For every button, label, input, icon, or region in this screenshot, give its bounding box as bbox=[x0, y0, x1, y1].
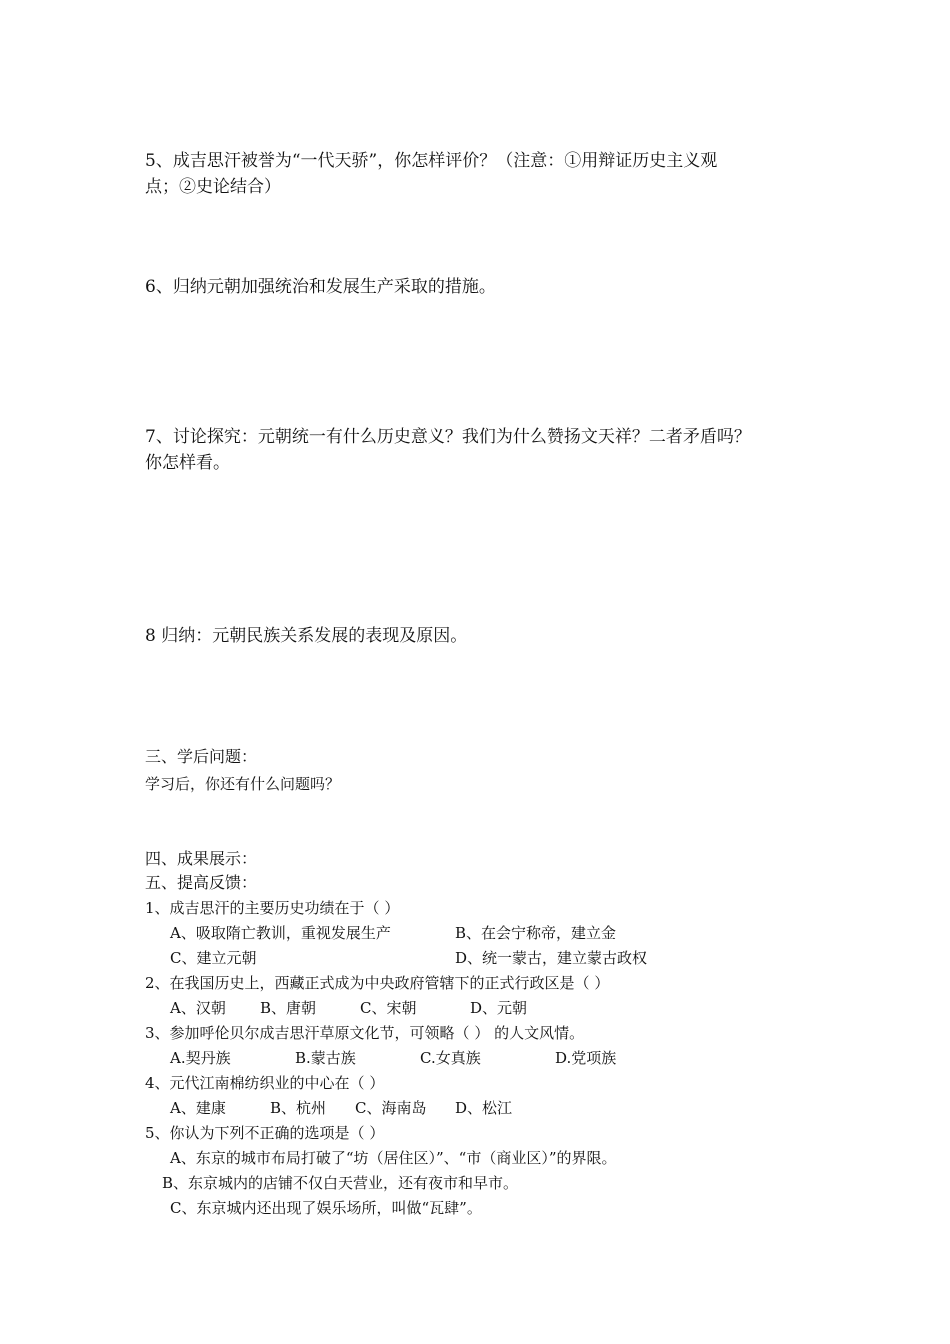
mc-question-2-option-b: B、唐朝 bbox=[260, 999, 317, 1017]
mc-question-1-option-c: C、建立元朝 bbox=[170, 949, 257, 967]
question-6: 6、归纳元朝加强统治和发展生产采取的措施。 bbox=[145, 277, 496, 297]
mc-question-2-option-c: C、宋朝 bbox=[360, 999, 417, 1017]
mc-question-3-option-d: D.党项族 bbox=[555, 1049, 617, 1067]
mc-question-1-option-d: D、统一蒙古，建立蒙古政权 bbox=[455, 949, 648, 967]
section-3-title: 三、学后问题： bbox=[145, 747, 258, 766]
mc-question-4-option-b: B、杭州 bbox=[270, 1099, 327, 1117]
section-5-title: 五、提高反馈： bbox=[145, 873, 258, 892]
mc-question-4-option-c: C、海南岛 bbox=[355, 1099, 427, 1117]
mc-question-5-option-b: B、东京城内的店铺不仅白天营业，还有夜市和早市。 bbox=[162, 1174, 519, 1192]
mc-question-4-option-a: A、建康 bbox=[170, 1099, 226, 1117]
mc-question-1-stem: 1、成吉思汗的主要历史功绩在于（ ） bbox=[145, 899, 400, 917]
section-4-title: 四、成果展示： bbox=[145, 849, 258, 868]
mc-question-2-stem: 2、在我国历史上，西藏正式成为中央政府管辖下的正式行政区是（ ） bbox=[145, 974, 610, 992]
mc-question-2-option-a: A、汉朝 bbox=[170, 999, 226, 1017]
mc-question-3-option-c: C.女真族 bbox=[420, 1049, 481, 1067]
section-3-prompt: 学习后，你还有什么问题吗？ bbox=[145, 775, 341, 793]
question-5-line-1: 5、成吉思汗被誉为“一代天骄”，你怎样评价？（注意：①用辩证历史主义观 bbox=[145, 151, 718, 171]
question-5-line-2: 点；②史论结合） bbox=[145, 177, 281, 197]
mc-question-5-stem: 5、你认为下列不正确的选项是（ ） bbox=[145, 1124, 385, 1142]
mc-question-4-stem: 4、元代江南棉纺织业的中心在（ ） bbox=[145, 1074, 385, 1092]
question-7-line-1: 7、讨论探究：元朝统一有什么历史意义？我们为什么赞扬文天祥？二者矛盾吗？ bbox=[145, 427, 751, 447]
question-8: 8 归纳：元朝民族关系发展的表现及原因。 bbox=[145, 626, 468, 646]
mc-question-3-option-b: B.蒙古族 bbox=[295, 1049, 356, 1067]
mc-question-5-option-c: C、东京城内还出现了娱乐场所，叫做“瓦肆”。 bbox=[170, 1199, 482, 1217]
mc-question-3-stem: 3、参加呼伦贝尔成吉思汗草原文化节，可领略（ ） 的人文风情。 bbox=[145, 1024, 585, 1042]
mc-question-1-option-a: A、吸取隋亡教训，重视发展生产 bbox=[170, 924, 391, 942]
mc-question-1-option-b: B、在会宁称帝，建立金 bbox=[455, 924, 617, 942]
question-7-line-2: 你怎样看。 bbox=[145, 453, 230, 473]
mc-question-4-option-d: D、松江 bbox=[455, 1099, 513, 1117]
mc-question-2-option-d: D、元朝 bbox=[470, 999, 528, 1017]
mc-question-5-option-a: A、东京的城市布局打破了“坊（居住区）”、“市（商业区）”的界限。 bbox=[170, 1149, 617, 1167]
mc-question-3-option-a: A.契丹族 bbox=[170, 1049, 231, 1067]
